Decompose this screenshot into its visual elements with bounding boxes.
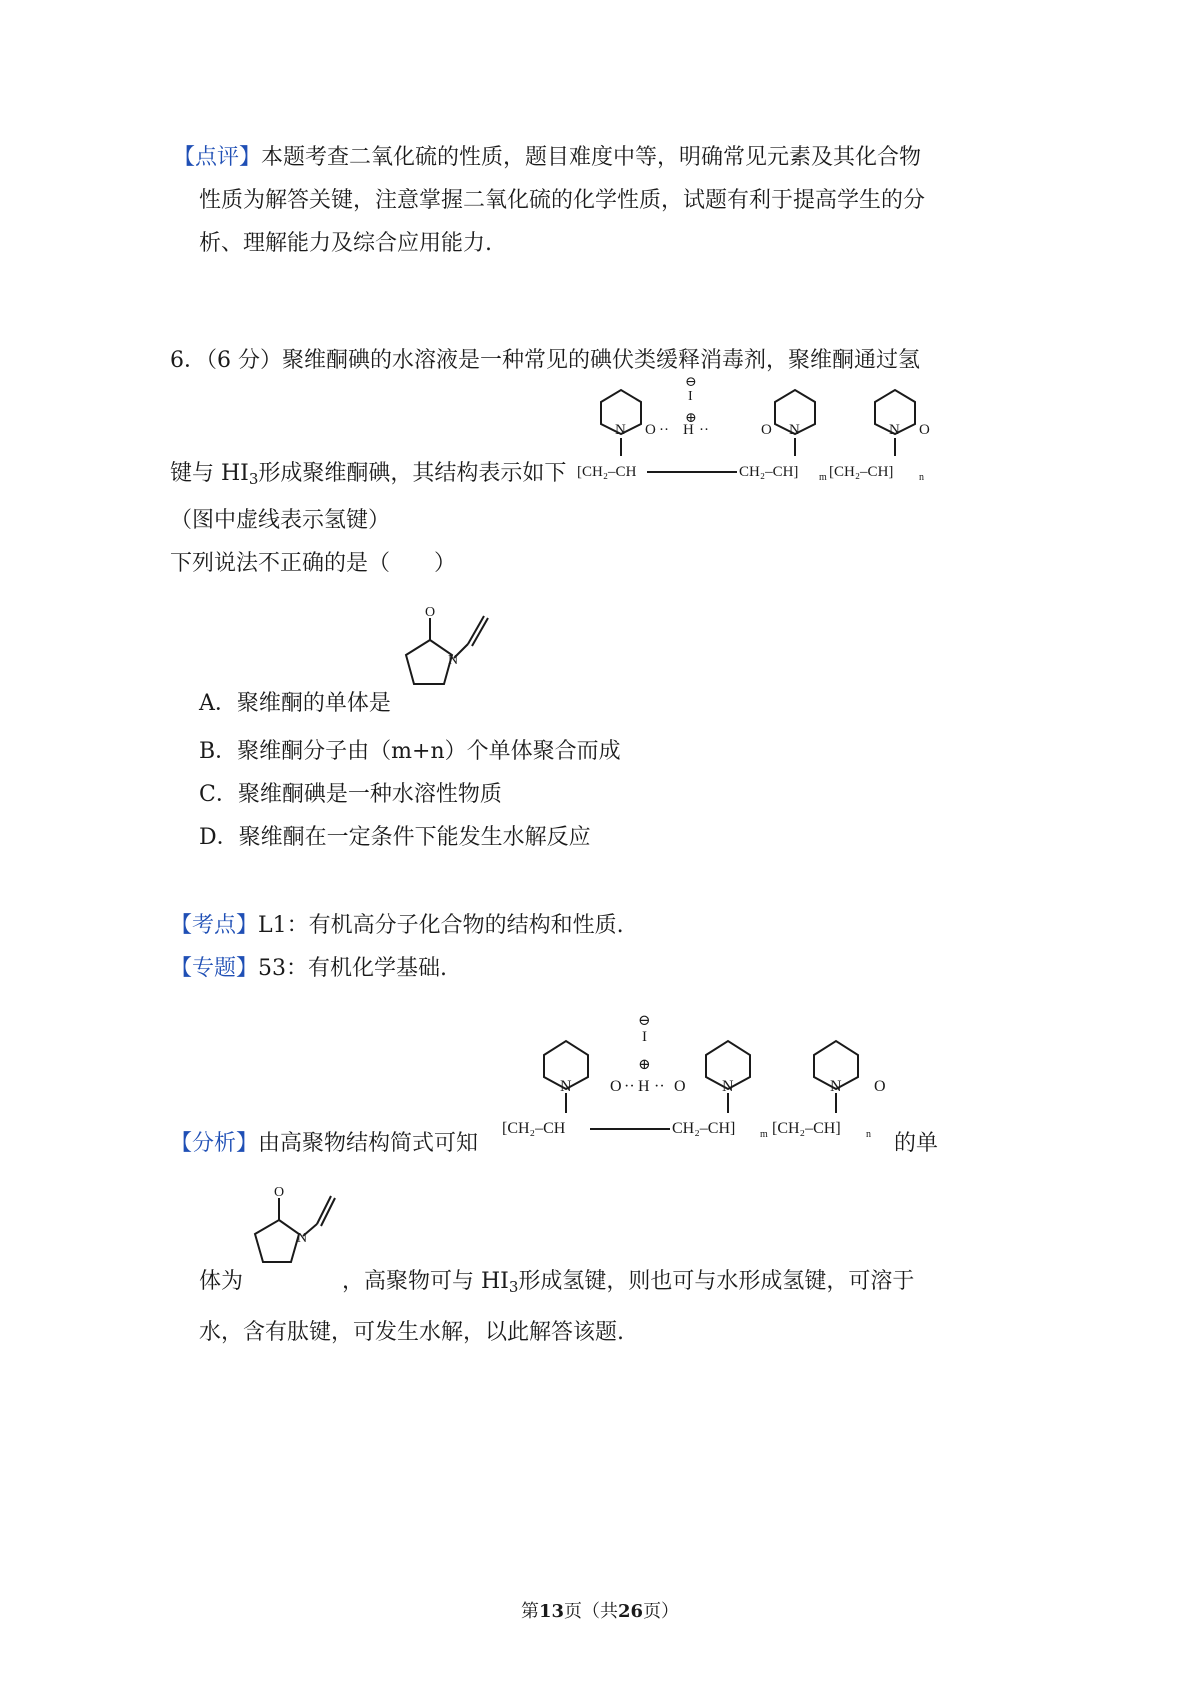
o-atom-2-1: O (610, 1078, 622, 1095)
question-number: 6． (170, 348, 206, 373)
plus-charge: ⊕ (685, 411, 697, 426)
n-atom-2-1: N (560, 1078, 572, 1095)
monomer-svg-analysis (245, 1180, 345, 1290)
analysis-line-2b (342, 1267, 914, 1302)
n-atom-3: N (889, 422, 900, 438)
option-b: B．聚维酮分子由（m+n）个单体聚合而成 (199, 739, 621, 764)
zhuanti-text: 53：有机化学基础. (258, 956, 448, 981)
analysis-tag: 【分析】 (170, 1131, 259, 1156)
question-score: （6 分） (206, 348, 282, 373)
povidone-iodine-structure-svg-2 (498, 1005, 894, 1155)
kaodian-text: L1：有机高分子化合物的结构和性质. (258, 913, 624, 938)
question-line-3: （图中虚线表示氢键） (170, 508, 391, 533)
analysis-line-1 (170, 1129, 478, 1159)
page-footer (0, 1599, 1200, 1625)
monomer-structure-a (392, 600, 502, 712)
question-line-2 (170, 459, 566, 494)
monomer-n-atom: N (448, 653, 459, 668)
chain-m-2: CH₂–CH] (672, 1120, 736, 1137)
review-tag: 【点评】 (173, 145, 262, 170)
o-atom-2-3: O (874, 1078, 886, 1095)
n-atom-2-2: N (722, 1078, 734, 1095)
analysis-text-1: 由高聚物结构简式可知 (258, 1131, 479, 1156)
review-line-1 (173, 143, 921, 173)
kaodian-tag: 【考点】 (170, 913, 259, 938)
chain-start: [CH₂–CH (577, 464, 637, 480)
zhuanti-line (170, 954, 447, 984)
question-line-4: 下列说法不正确的是（ ） (170, 551, 457, 576)
zhuanti-tag: 【专题】 (170, 956, 259, 981)
h-bond-dots-2: ·· (699, 422, 709, 438)
subscript-n-2: n (866, 1129, 871, 1140)
h-bond-dots-1: ·· (659, 422, 669, 438)
hi3-subscript: 3 (248, 470, 259, 488)
plus-charge-2: ⊕ (638, 1057, 651, 1073)
footer-mid: 页（共 (564, 1601, 618, 1622)
analysis-text-2a: ，高聚物可与 HI (342, 1269, 509, 1294)
minus-charge: ⊖ (685, 375, 697, 390)
footer-post: 页） (643, 1601, 680, 1622)
total-pages: 26 (618, 1601, 644, 1622)
povidone-iodine-structure-svg (575, 372, 935, 490)
analysis-line-3: 水，含有肽键，可发生水解，以此解答该题. (199, 1320, 624, 1345)
question-text-2b: 形成聚维酮碘，其结构表示如下 (258, 461, 567, 486)
o-atom-2: O (761, 422, 772, 438)
review-line-3: 析、理解能力及综合应用能力. (199, 231, 492, 256)
o-atom-3: O (919, 422, 930, 438)
h-atom-2: H (638, 1078, 650, 1095)
analysis-hi3-subscript: 3 (508, 1278, 519, 1296)
minus-charge-2: ⊖ (638, 1013, 651, 1029)
o-atom-1: O (645, 422, 656, 438)
monomer-svg-a (392, 600, 502, 712)
option-a: A．聚维酮的单体是 (199, 691, 391, 716)
monomer-analysis-o-atom: O (274, 1185, 285, 1200)
i3-label-2: I (642, 1029, 647, 1045)
monomer-o-atom: O (425, 605, 436, 620)
option-c: C．聚维酮碘是一种水溶性物质 (199, 782, 502, 807)
chain-start-2: [CH₂–CH (502, 1120, 566, 1137)
n-atom-2: N (789, 422, 800, 438)
subscript-m-2: m (760, 1129, 768, 1140)
chain-m: CH₂–CH] (739, 464, 799, 480)
question-text-1: 聚维酮碘的水溶液是一种常见的碘伏类缓释消毒剂，聚维酮通过氢 (282, 348, 921, 373)
o-atom-2-2: O (674, 1078, 686, 1095)
povidone-iodine-structure-figure (575, 372, 935, 490)
monomer-structure-analysis (245, 1180, 345, 1290)
h-bond-dots-2-2: ·· (654, 1078, 665, 1095)
n-atom-2-3: N (830, 1078, 842, 1095)
option-d: D．聚维酮在一定条件下能发生水解反应 (199, 825, 591, 850)
povidone-iodine-structure-figure-2 (498, 1005, 894, 1155)
monomer-analysis-n-atom: N (297, 1231, 308, 1246)
h-atom: H (683, 422, 694, 438)
analysis-text-2b: 形成氢键，则也可与水形成氢键，可溶于 (518, 1269, 915, 1294)
n-atom-1: N (615, 422, 626, 438)
chain-n-2: [CH₂–CH] (772, 1120, 841, 1137)
kaodian-line (170, 911, 624, 941)
review-line-2: 性质为解答关键，注意掌握二氧化硫的化学性质，试题有利于提高学生的分 (199, 188, 926, 213)
h-bond-dots-2-1: ·· (624, 1078, 635, 1095)
subscript-n: n (919, 472, 924, 483)
page-number: 13 (538, 1601, 564, 1622)
i3-label: I (688, 389, 693, 404)
analysis-line-2a: 体为 (199, 1269, 244, 1294)
footer-pre: 第 (520, 1601, 539, 1622)
question-text-2a: 键与 HI (170, 461, 249, 486)
analysis-line-1-end: 的单 (894, 1131, 939, 1156)
review-text-1: 本题考查二氧化硫的性质，题目难度中等，明确常见元素及其化合物 (261, 145, 922, 170)
subscript-m: m (819, 472, 827, 483)
chain-n: [CH₂–CH] (829, 464, 894, 480)
